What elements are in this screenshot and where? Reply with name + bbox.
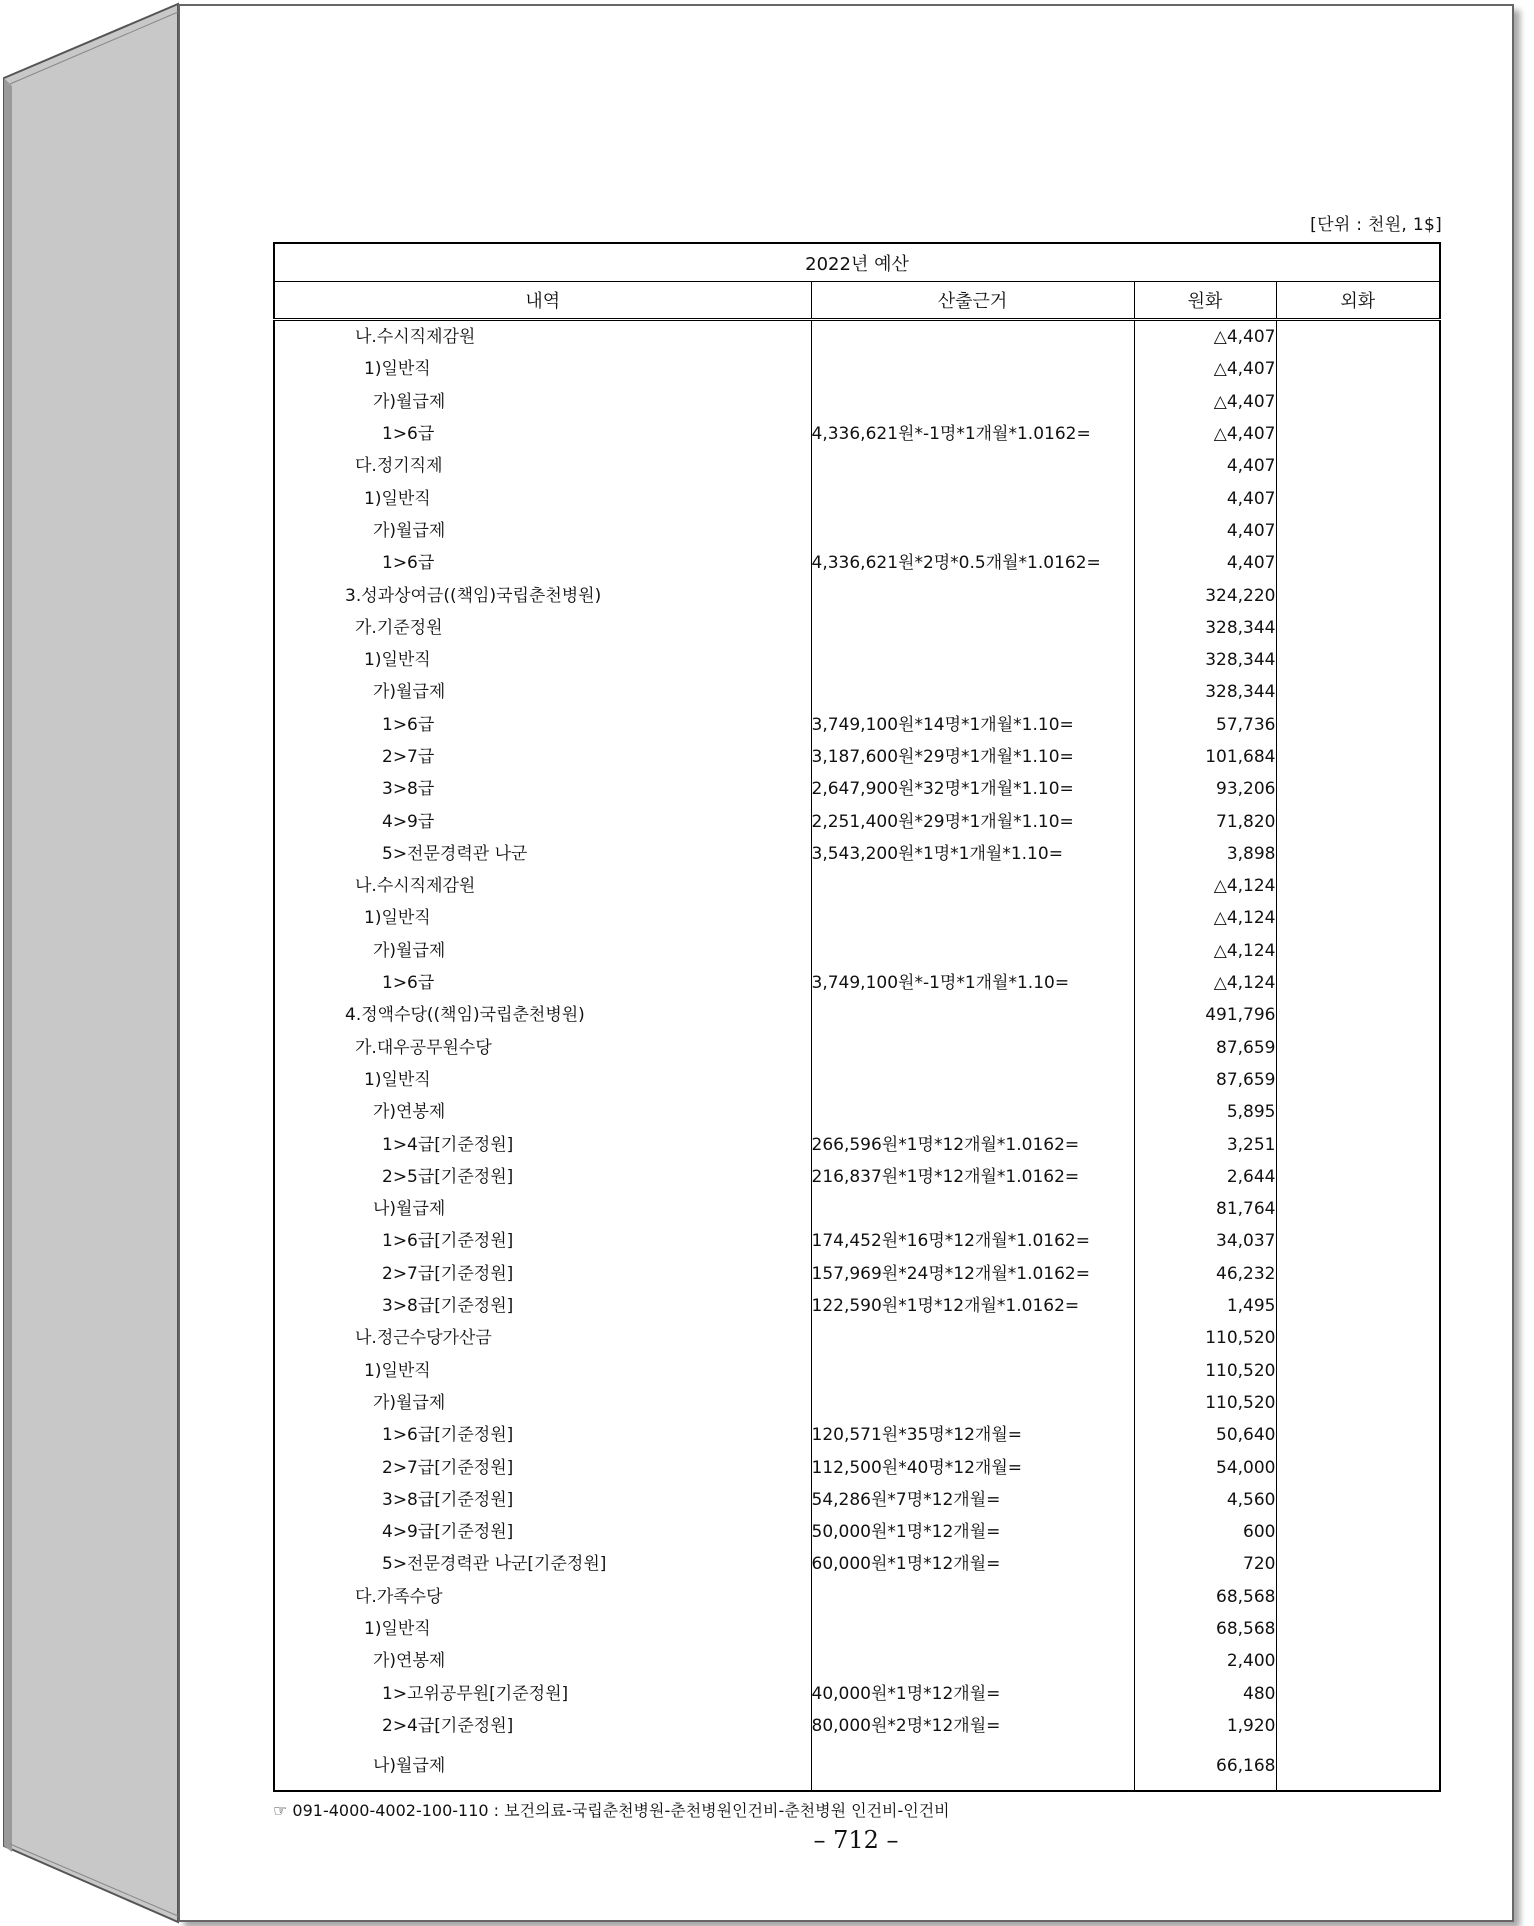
row-basis: 60,000원*1명*12개월= (811, 1548, 1134, 1580)
row-desc: 가.기준정원 (274, 612, 811, 644)
table-row (274, 1128, 1440, 1160)
table-row (274, 1419, 1440, 1451)
row-basis (811, 902, 1134, 934)
row-desc: 1)일반직 (274, 1064, 811, 1096)
row-fx-amount (1276, 1258, 1440, 1290)
row-krw-amount: 4,407 (1134, 547, 1276, 579)
table-row (274, 1161, 1440, 1193)
header-krw: 원화 (1134, 282, 1276, 320)
row-fx-amount (1276, 1161, 1440, 1193)
row-krw-amount: 68,568 (1134, 1581, 1276, 1613)
table-row (274, 1096, 1440, 1128)
row-basis (811, 353, 1134, 385)
table-row (274, 870, 1440, 902)
row-krw-amount: 87,659 (1134, 1064, 1276, 1096)
row-desc: 1>6급 (274, 709, 811, 741)
row-basis (811, 450, 1134, 482)
row-krw-amount: △4,407 (1134, 386, 1276, 418)
row-desc: 나)월급제 (274, 1742, 811, 1791)
row-desc: 4>9급[기준정원] (274, 1516, 811, 1548)
row-desc: 나.정근수당가산금 (274, 1322, 811, 1354)
table-row (274, 1225, 1440, 1257)
account-code-footnote: ☞ 091-4000-4002-100-110 : 보건의료-국립춘천병원-춘천병원인건비-춘천병원 인건비-인건비 (273, 1801, 950, 1820)
row-fx-amount (1276, 1451, 1440, 1483)
row-krw-amount: 3,251 (1134, 1128, 1276, 1160)
table-row (274, 1193, 1440, 1225)
row-desc: 1>6급 (274, 418, 811, 450)
row-krw-amount: 2,644 (1134, 1161, 1276, 1193)
row-basis (811, 1032, 1134, 1064)
row-krw-amount: 71,820 (1134, 805, 1276, 837)
header-fx: 외화 (1276, 282, 1440, 320)
table-row (274, 1064, 1440, 1096)
table-row (274, 515, 1440, 547)
row-desc: 가)월급제 (274, 515, 811, 547)
row-fx-amount (1276, 870, 1440, 902)
row-fx-amount (1276, 805, 1440, 837)
row-krw-amount: 101,684 (1134, 741, 1276, 773)
row-krw-amount: △4,124 (1134, 935, 1276, 967)
header-basis: 산출근거 (811, 282, 1134, 320)
row-basis (811, 935, 1134, 967)
row-krw-amount: △4,124 (1134, 902, 1276, 934)
table-row (274, 741, 1440, 773)
header-desc: 내역 (274, 282, 811, 320)
table-row (274, 935, 1440, 967)
row-krw-amount: 110,520 (1134, 1355, 1276, 1387)
row-basis (811, 579, 1134, 611)
row-desc: 1>4급[기준정원] (274, 1128, 811, 1160)
row-krw-amount: 110,520 (1134, 1322, 1276, 1354)
table-row (274, 1484, 1440, 1516)
row-fx-amount (1276, 709, 1440, 741)
row-basis (811, 1322, 1134, 1354)
row-fx-amount (1276, 320, 1440, 354)
row-fx-amount (1276, 773, 1440, 805)
row-desc: 3>8급[기준정원] (274, 1484, 811, 1516)
row-krw-amount: 46,232 (1134, 1258, 1276, 1290)
row-desc: 가)월급제 (274, 1387, 811, 1419)
row-desc: 3>8급 (274, 773, 811, 805)
row-fx-amount (1276, 1613, 1440, 1645)
row-fx-amount (1276, 1419, 1440, 1451)
row-basis (811, 1355, 1134, 1387)
row-fx-amount (1276, 838, 1440, 870)
table-title: 2022년 예산 (274, 243, 1440, 282)
row-basis: 2,251,400원*29명*1개월*1.10= (811, 805, 1134, 837)
row-krw-amount: 2,400 (1134, 1645, 1276, 1677)
row-krw-amount: 5,895 (1134, 1096, 1276, 1128)
table-row (274, 999, 1440, 1031)
row-desc: 가.대우공무원수당 (274, 1032, 811, 1064)
row-desc: 1)일반직 (274, 353, 811, 385)
row-fx-amount (1276, 1548, 1440, 1580)
row-fx-amount (1276, 902, 1440, 934)
row-fx-amount (1276, 547, 1440, 579)
row-krw-amount: 328,344 (1134, 612, 1276, 644)
row-desc: 2>7급[기준정원] (274, 1258, 811, 1290)
row-basis: 266,596원*1명*12개월*1.0162= (811, 1128, 1134, 1160)
row-krw-amount: 324,220 (1134, 579, 1276, 611)
table-row (274, 1710, 1440, 1742)
row-basis (811, 1064, 1134, 1096)
row-basis: 50,000원*1명*12개월= (811, 1516, 1134, 1548)
row-fx-amount (1276, 1742, 1440, 1791)
row-krw-amount: △4,124 (1134, 870, 1276, 902)
row-desc: 가)월급제 (274, 935, 811, 967)
row-krw-amount: △4,407 (1134, 320, 1276, 354)
table-row (274, 676, 1440, 708)
table-title-row (274, 243, 1440, 282)
row-krw-amount: △4,407 (1134, 418, 1276, 450)
row-krw-amount: 4,407 (1134, 515, 1276, 547)
row-fx-amount (1276, 741, 1440, 773)
row-desc: 1)일반직 (274, 482, 811, 514)
row-fx-amount (1276, 1516, 1440, 1548)
row-basis: 216,837원*1명*12개월*1.0162= (811, 1161, 1134, 1193)
row-desc: 나.수시직제감원 (274, 320, 811, 354)
table-row (274, 1613, 1440, 1645)
row-desc: 가)월급제 (274, 386, 811, 418)
row-fx-amount (1276, 612, 1440, 644)
row-desc: 1>6급 (274, 547, 811, 579)
row-fx-amount (1276, 644, 1440, 676)
row-desc: 가)연봉제 (274, 1096, 811, 1128)
row-krw-amount: 87,659 (1134, 1032, 1276, 1064)
row-desc: 2>4급[기준정원] (274, 1710, 811, 1742)
row-fx-amount (1276, 1484, 1440, 1516)
row-krw-amount: 480 (1134, 1677, 1276, 1709)
row-fx-amount (1276, 482, 1440, 514)
row-krw-amount: 81,764 (1134, 1193, 1276, 1225)
table-row (274, 1548, 1440, 1580)
table-row (274, 612, 1440, 644)
row-basis: 40,000원*1명*12개월= (811, 1677, 1134, 1709)
row-krw-amount: 54,000 (1134, 1451, 1276, 1483)
row-krw-amount: 34,037 (1134, 1225, 1276, 1257)
table-row (274, 320, 1440, 354)
table-row (274, 1516, 1440, 1548)
table-row (274, 967, 1440, 999)
row-desc: 1>6급 (274, 967, 811, 999)
table-row (274, 386, 1440, 418)
row-fx-amount (1276, 676, 1440, 708)
row-desc: 1)일반직 (274, 1613, 811, 1645)
table-row (274, 547, 1440, 579)
row-fx-amount (1276, 418, 1440, 450)
row-desc: 2>5급[기준정원] (274, 1161, 811, 1193)
row-fx-amount (1276, 579, 1440, 611)
row-krw-amount: 3,898 (1134, 838, 1276, 870)
row-desc: 2>7급 (274, 741, 811, 773)
table-row (274, 579, 1440, 611)
row-krw-amount: 491,796 (1134, 999, 1276, 1031)
row-basis: 4,336,621원*2명*0.5개월*1.0162= (811, 547, 1134, 579)
row-basis (811, 1613, 1134, 1645)
table-row (274, 1355, 1440, 1387)
row-fx-amount (1276, 386, 1440, 418)
row-krw-amount: △4,407 (1134, 353, 1276, 385)
row-basis (811, 482, 1134, 514)
table-row (274, 838, 1440, 870)
row-fx-amount (1276, 1290, 1440, 1322)
row-fx-amount (1276, 1322, 1440, 1354)
row-basis: 80,000원*2명*12개월= (811, 1710, 1134, 1742)
row-krw-amount: 4,407 (1134, 450, 1276, 482)
table-row (274, 1322, 1440, 1354)
row-basis: 3,187,600원*29명*1개월*1.10= (811, 741, 1134, 773)
row-desc: 가)월급제 (274, 676, 811, 708)
row-basis (811, 1645, 1134, 1677)
row-basis (811, 320, 1134, 354)
table-row (274, 1290, 1440, 1322)
row-krw-amount: 57,736 (1134, 709, 1276, 741)
table-row (274, 644, 1440, 676)
row-krw-amount: 66,168 (1134, 1742, 1276, 1791)
row-desc: 4>9급 (274, 805, 811, 837)
row-krw-amount: 600 (1134, 1516, 1276, 1548)
table-header-row (274, 282, 1440, 320)
table-row (274, 1677, 1440, 1709)
row-fx-amount (1276, 1193, 1440, 1225)
table-row (274, 1742, 1440, 1791)
table-row (274, 902, 1440, 934)
row-desc: 2>7급[기준정원] (274, 1451, 811, 1483)
row-fx-amount (1276, 1581, 1440, 1613)
table-row (274, 709, 1440, 741)
row-fx-amount (1276, 353, 1440, 385)
table-row (274, 1258, 1440, 1290)
table-row (274, 1581, 1440, 1613)
unit-note: [단위 : 천원, 1$] (1310, 215, 1442, 235)
row-desc: 4.정액수당((책임)국립춘천병원) (274, 999, 811, 1031)
row-fx-amount (1276, 1128, 1440, 1160)
row-desc: 나)월급제 (274, 1193, 811, 1225)
row-krw-amount: △4,124 (1134, 967, 1276, 999)
row-basis (811, 676, 1134, 708)
row-basis: 122,590원*1명*12개월*1.0162= (811, 1290, 1134, 1322)
row-krw-amount: 93,206 (1134, 773, 1276, 805)
row-basis (811, 1742, 1134, 1791)
row-desc: 1)일반직 (274, 902, 811, 934)
table-row (274, 1387, 1440, 1419)
row-basis: 174,452원*16명*12개월*1.0162= (811, 1225, 1134, 1257)
row-basis: 3,749,100원*-1명*1개월*1.10= (811, 967, 1134, 999)
row-basis (811, 515, 1134, 547)
budget-table (273, 242, 1441, 1792)
row-krw-amount: 110,520 (1134, 1387, 1276, 1419)
row-fx-amount (1276, 1032, 1440, 1064)
table-row (274, 418, 1440, 450)
row-fx-amount (1276, 935, 1440, 967)
row-fx-amount (1276, 1355, 1440, 1387)
row-basis (811, 1581, 1134, 1613)
table-row (274, 773, 1440, 805)
row-krw-amount: 68,568 (1134, 1613, 1276, 1645)
row-basis (811, 644, 1134, 676)
row-desc: 3.성과상여금((책임)국립춘천병원) (274, 579, 811, 611)
row-desc: 1>6급[기준정원] (274, 1225, 811, 1257)
row-desc: 나.수시직제감원 (274, 870, 811, 902)
row-basis: 120,571원*35명*12개월= (811, 1419, 1134, 1451)
row-fx-amount (1276, 999, 1440, 1031)
row-desc: 1)일반직 (274, 1355, 811, 1387)
row-krw-amount: 50,640 (1134, 1419, 1276, 1451)
row-basis (811, 386, 1134, 418)
row-basis (811, 1387, 1134, 1419)
row-krw-amount: 328,344 (1134, 644, 1276, 676)
row-desc: 다.가족수당 (274, 1581, 811, 1613)
row-basis: 4,336,621원*-1명*1개월*1.0162= (811, 418, 1134, 450)
row-fx-amount (1276, 1225, 1440, 1257)
row-krw-amount: 4,560 (1134, 1484, 1276, 1516)
table-row (274, 353, 1440, 385)
row-basis: 3,749,100원*14명*1개월*1.10= (811, 709, 1134, 741)
row-basis (811, 612, 1134, 644)
row-fx-amount (1276, 1677, 1440, 1709)
row-fx-amount (1276, 1096, 1440, 1128)
row-fx-amount (1276, 1710, 1440, 1742)
row-krw-amount: 328,344 (1134, 676, 1276, 708)
row-desc: 3>8급[기준정원] (274, 1290, 811, 1322)
row-basis: 2,647,900원*32명*1개월*1.10= (811, 773, 1134, 805)
table-row (274, 1032, 1440, 1064)
row-basis (811, 1096, 1134, 1128)
row-desc: 5>전문경력관 나군[기준정원] (274, 1548, 811, 1580)
row-fx-amount (1276, 515, 1440, 547)
page-number: – 712 – (813, 1826, 899, 1854)
row-desc: 1>6급[기준정원] (274, 1419, 811, 1451)
row-desc: 5>전문경력관 나군 (274, 838, 811, 870)
row-basis (811, 1193, 1134, 1225)
row-fx-amount (1276, 967, 1440, 999)
row-fx-amount (1276, 1064, 1440, 1096)
row-basis: 112,500원*40명*12개월= (811, 1451, 1134, 1483)
row-desc: 다.정기직제 (274, 450, 811, 482)
table-row (274, 805, 1440, 837)
row-desc: 1>고위공무원[기준정원] (274, 1677, 811, 1709)
table-row (274, 1645, 1440, 1677)
row-fx-amount (1276, 450, 1440, 482)
row-basis: 157,969원*24명*12개월*1.0162= (811, 1258, 1134, 1290)
table-row (274, 482, 1440, 514)
table-row (274, 450, 1440, 482)
row-desc: 1)일반직 (274, 644, 811, 676)
table-row (274, 1451, 1440, 1483)
row-desc: 가)연봉제 (274, 1645, 811, 1677)
row-krw-amount: 1,920 (1134, 1710, 1276, 1742)
row-krw-amount: 4,407 (1134, 482, 1276, 514)
row-krw-amount: 720 (1134, 1548, 1276, 1580)
row-basis (811, 999, 1134, 1031)
row-fx-amount (1276, 1645, 1440, 1677)
row-basis (811, 870, 1134, 902)
row-basis: 3,543,200원*1명*1개월*1.10= (811, 838, 1134, 870)
row-krw-amount: 1,495 (1134, 1290, 1276, 1322)
row-basis: 54,286원*7명*12개월= (811, 1484, 1134, 1516)
row-fx-amount (1276, 1387, 1440, 1419)
